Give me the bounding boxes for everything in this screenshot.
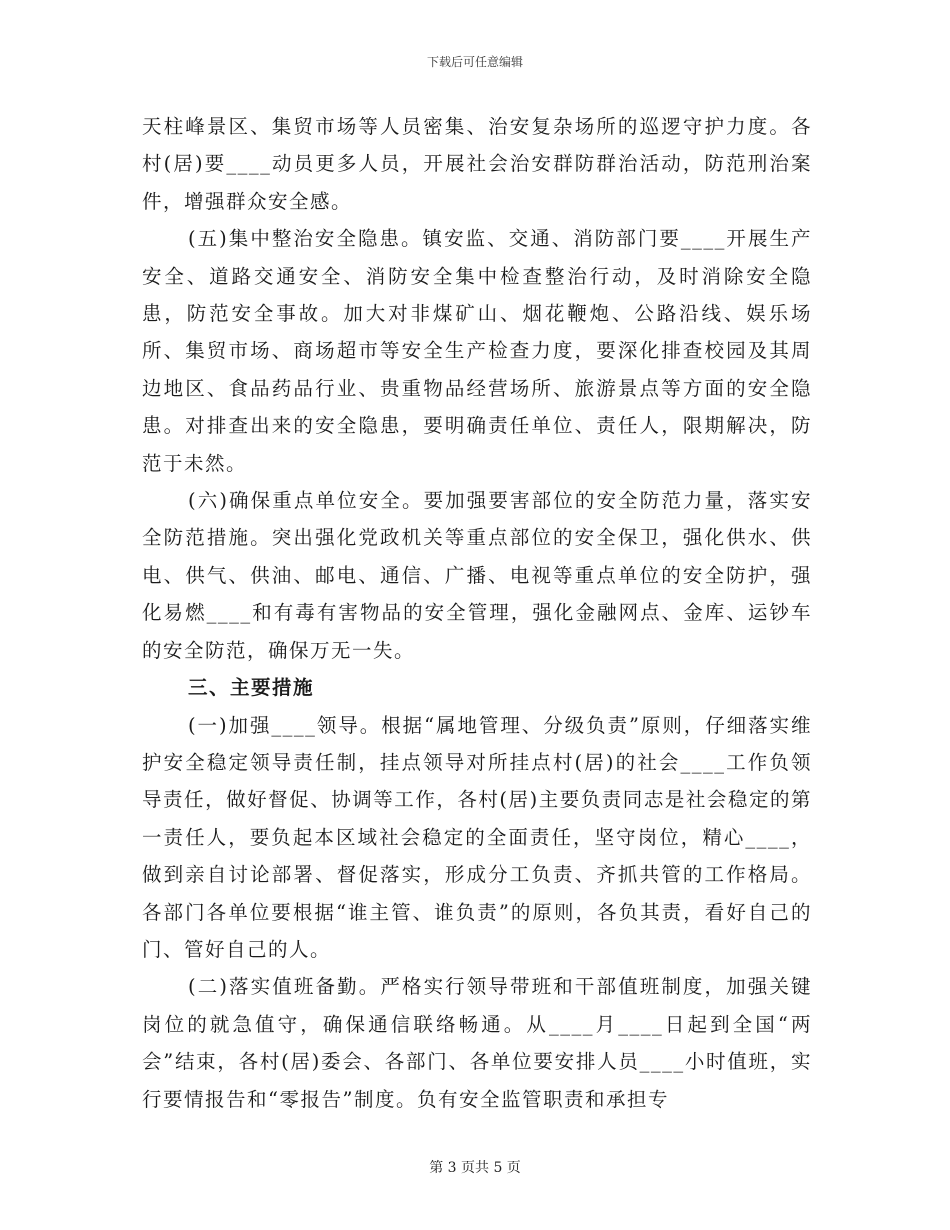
page-header: 下载后可任意编辑: [426, 55, 523, 69]
paragraph-continuation: 天柱峰景区、集贸市场等人员密集、治安复杂场所的巡逻守护力度。各村(居)要____动员更多人员，开展社会治安群防群治活动，防范刑治案件，增强群众安全感。: [142, 115, 812, 213]
paragraph-measure-1: (一)加强____领导。根据“属地管理、分级负责”原则，仔细落实维护安全稳定领导责任制，挂点领导对所挂点村(居)的社会____工作负领导责任，做好督促、协调等工作，各村(居)主要负责同志是社会稳定的第一责任人，要负起本区域社会稳定的全面责任，坚守岗位，精心____，做到亲自讨论部署、督促落实，形成分工负责、齐抓共管的工作格局。各部门各单位要根据“谁主管、谁负责”的原则，各负其责，看好自己的门、管好自己的人。: [142, 713, 812, 961]
paragraph-measure-2: (二)落实值班备勤。严格实行领导带班和干部值班制度，加强关键岗位的就急值守，确保通信联络畅通。从____月____日起到全国“两会”结束，各村(居)委会、各部门、各单位要安排人员____小时值班，实行要情报告和“零报告”制度。负有安全监管职责和承担专: [142, 975, 812, 1111]
paragraph-section-5: (五)集中整治安全隐患。镇安监、交通、消防部门要____开展生产安全、道路交通安全、消防安全集中检查整治行动，及时消除安全隐患，防范安全事故。加大对非煤矿山、烟花鞭炮、公路沿线、娱乐场所、集贸市场、商场超市等安全生产检查力度，要深化排查校园及其周边地区、食品药品行业、贵重物品经营场所、旅游景点等方面的安全隐患。对排查出来的安全隐患，要明确责任单位、责任人，限期解决，防范于未然。: [142, 227, 812, 475]
paragraph-section-6: (六)确保重点单位安全。要加强要害部位的安全防范力量，落实安全防范措施。突出强化党政机关等重点部位的安全保卫，强化供水、供电、供气、供油、邮电、通信、广播、电视等重点单位的安全防护，强化易燃____和有毒有害物品的安全管理，强化金融网点、金库、运钞车的安全防范，确保万无一失。: [142, 489, 812, 662]
section-heading: 三、主要措施: [188, 676, 315, 700]
page-footer: 第 3 页共 5 页: [429, 1160, 521, 1176]
document-body: [142, 108, 812, 1118]
